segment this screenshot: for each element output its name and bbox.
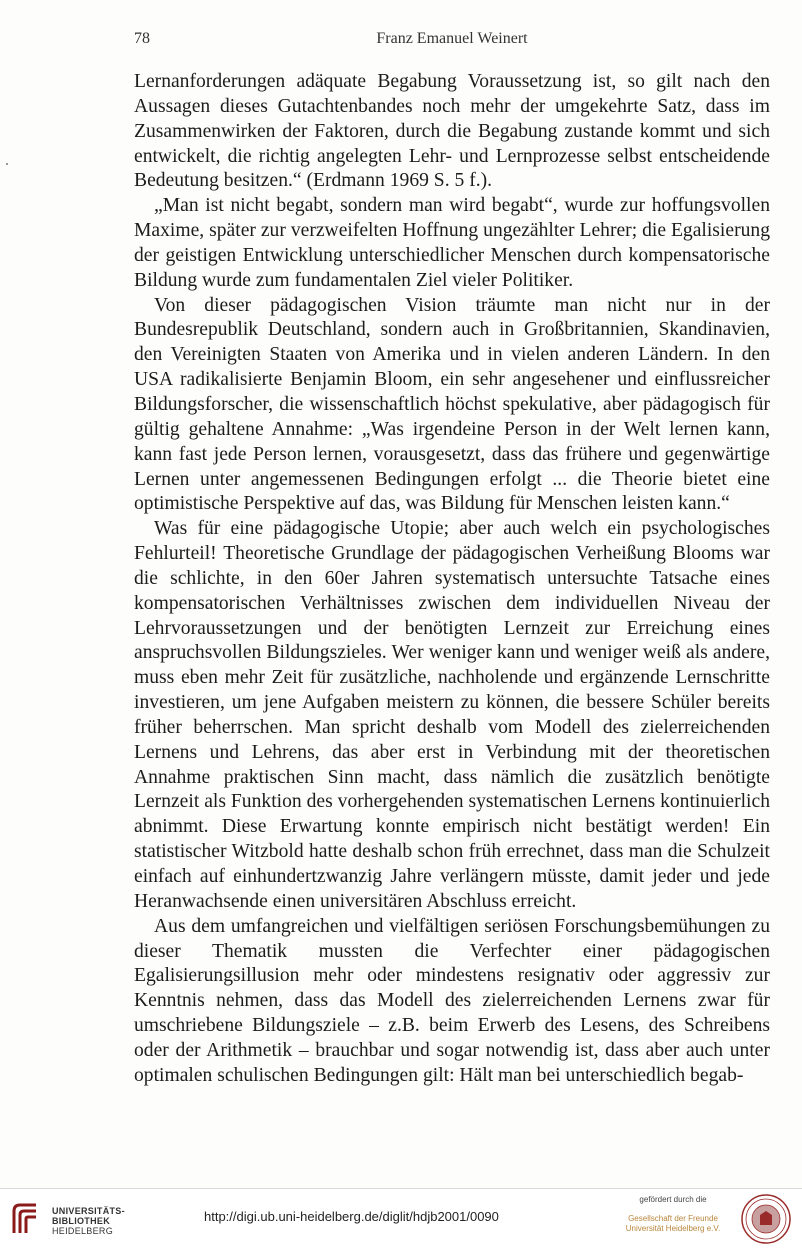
sponsor-name: Gesellschaft der Freunde bbox=[628, 1214, 718, 1223]
paragraph-5: Aus dem umfangreichen und vielfältigen seriösen Forschungsbemühungen zu dieser Thematik mussten die Verfechter einer pädagogischen Egalisierungsillusion mehr oder mindestens resignativ oder aggressiv zur Kenntnis nehmen, dass das Modell des zielerreichenden Lernens zwar für umschriebene Bildungsziele – z.B. beim Erwerb des Lesens, des Schreibens oder der Arithmetik – brauchbar und sogar notwendig ist, dass aber auch unter optimalen schulischen Bedingungen gilt: Hält man bei unterschiedlich begab- bbox=[134, 915, 770, 1086]
running-title: Franz Emanuel Weinert bbox=[376, 30, 528, 47]
sponsor-block bbox=[614, 1195, 732, 1234]
library-logo-icon bbox=[6, 1199, 46, 1239]
body-text bbox=[134, 70, 770, 1089]
paragraph-1: Lernanforderungen adäquate Begabung Voraussetzung ist, so gilt nach den Aussagen dieses Gutachtenbandes noch mehr der umgekehrte Satz, dass im Zusammenwirken der Faktoren, durch die Begabung zustande kommt und sich entwickelt, die richtig angelegten Lehr- und Lernprozesse selbst entscheidende Bedeutung besitzen.“ (Erdmann 1969 S. 5 f.). bbox=[134, 71, 770, 192]
library-name-line2: BIBLIOTHEK bbox=[52, 1216, 110, 1226]
sponsor-sub: Universität Heidelberg e.V. bbox=[625, 1224, 721, 1233]
digitization-footer bbox=[0, 1188, 802, 1249]
library-name bbox=[52, 1206, 125, 1236]
paragraph-2: „Man ist nicht begabt, sondern man wird begabt“, wurde zur hoffungsvollen Maxime, später zur verzweifelten Hoffnung ungezählter Lehrer; die Egalisierung der geistigen Entwicklung unterschiedlicher Menschen durch kompensatorische Bildung wurde zum fundamentalen Ziel vieler Politiker. bbox=[134, 195, 770, 291]
page-header bbox=[134, 30, 770, 54]
university-seal-icon bbox=[740, 1193, 792, 1245]
paragraph-3: Von dieser pädagogischen Vision träumte man nicht nur in der Bundesrepublik Deutschland, sondern auch in Großbritannien, Skandinavien, den Vereinigten Staaten von Amerika und in vielen anderen Ländern. In den USA radikalisierte Benjamin Bloom, ein sehr angesehener und einflussreicher Bildungsforscher, die wissenschaftlich höchst spekulative, aber pädagogisch für gültig gehaltene Annahme: „Was irgendeine Person in der Welt lernen kann, kann fast jede Person lernen, vorausgesetzt, dass das frühere und gegenwärtige Lernen unter angemessenen Bedingungen erfolgt ... die Theorie bietet eine optimistische Perspektive auf das, was Bildung für Menschen leisten kann.“ bbox=[134, 294, 770, 515]
margin-mark bbox=[6, 163, 8, 165]
sponsor-caption: gefördert durch die bbox=[639, 1195, 707, 1204]
permalink-url[interactable]: http://digi.ub.uni-heidelberg.de/diglit/hdjb2001/0090 bbox=[204, 1209, 499, 1224]
library-logo[interactable] bbox=[6, 1197, 206, 1241]
page-number: 78 bbox=[134, 30, 150, 47]
paragraph-4: Was für eine pädagogische Utopie; aber auch welch ein psychologisches Fehlurteil! Theoretische Grundlage der pädagogischen Verheißung Blooms war die schlichte, in den 60er Jahren systematisch untersuchte Tatsache eines kompensatorischen Verhältnisses zwischen dem individuellen Niveau der Lehrvoraussetzungen und der benötigten Lernzeit zur Erreichung eines anspruchsvollen Bildungszieles. Wer weniger kann und weniger weiß als andere, muss eben mehr Zeit für zusätzliche, nachholende und ergänzende Lernschritte investieren, um jene Aufgaben meistern zu können, die bessere Schüler bereits früher beherrschen. Man spricht deshalb vom Modell des zielerreichenden Lernens und Lehrens, das aber erst in Verbindung mit der theoretischen Annahme praktischen Sinn macht, dass nämlich die zusätzlich benötigte Lernzeit als Funktion des vorhergehenden systematischen Lernens kontinuierlich abnimmt. Diese Erwartung konnte empirisch nicht bestätigt werden! Ein statistischer Witzbold hatte deshalb schon früh errechnet, dass man die Schulzeit einfach auf einhundertzwanzig Jahre verlängern müsste, damit jeder und jede Heranwachsende einen universitären Abschluss erreicht. bbox=[134, 518, 770, 912]
library-name-line3: HEIDELBERG bbox=[52, 1226, 114, 1236]
library-name-line1: UNIVERSITÄTS- bbox=[52, 1206, 125, 1216]
